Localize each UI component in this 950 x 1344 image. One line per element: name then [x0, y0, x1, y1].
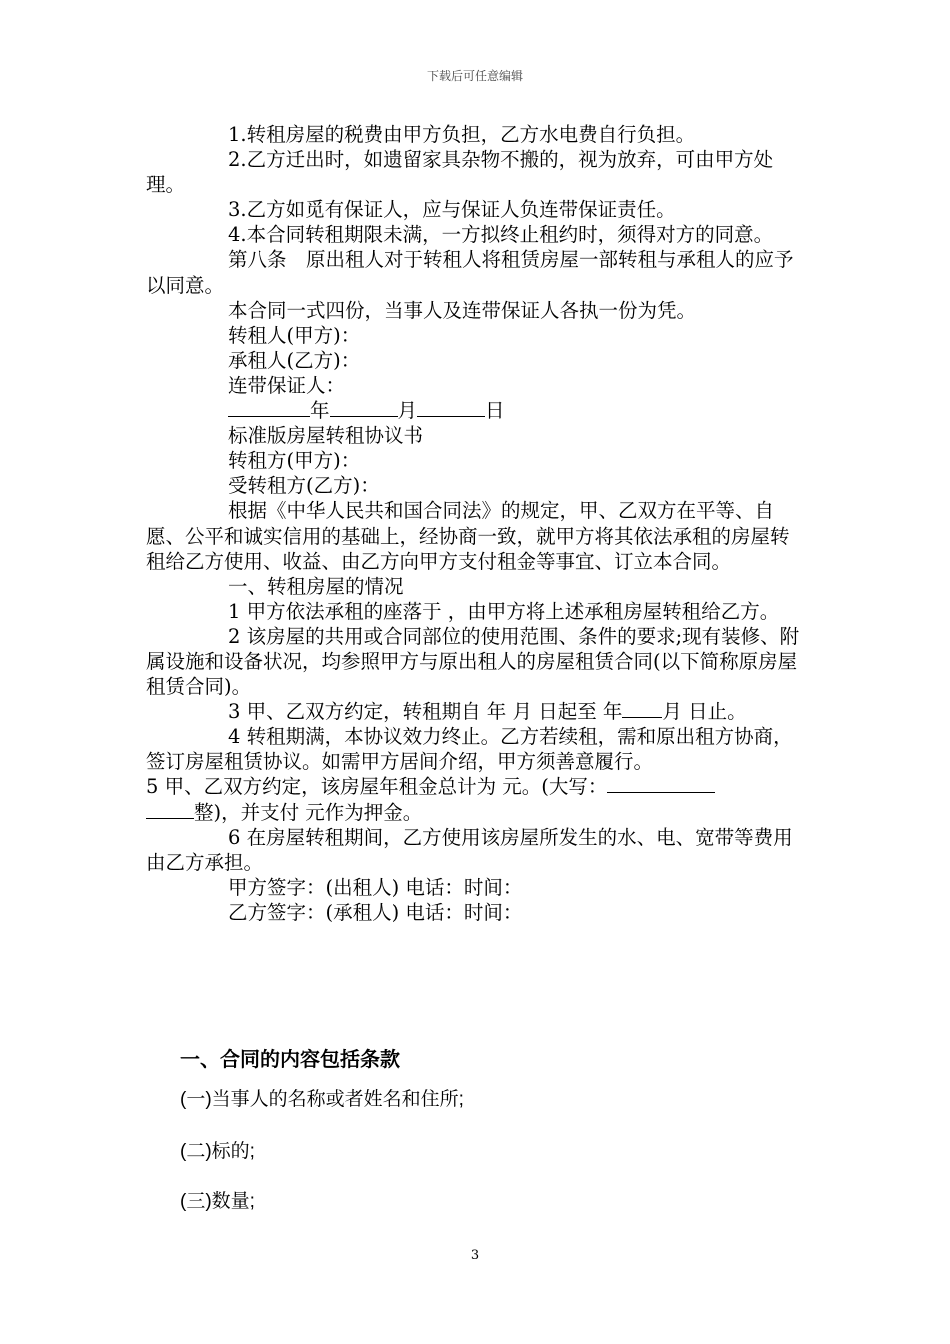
contract-item-1: (一)当事人的名称或者姓名和住所;	[180, 1089, 464, 1110]
guarantor-label: 连带保证人：	[228, 373, 346, 397]
sublessor-party-label: 转租方(甲方)：	[228, 449, 361, 473]
sublessor-label: 转租人(甲方)：	[228, 323, 361, 347]
page-number: 3	[470, 1248, 480, 1263]
sublessee-party-label: 受转租方(乙方)：	[228, 474, 380, 498]
item-2: 2 该房屋的共用或合同部位的使用范围、条件的要求;现有装修、附属设施和设备状况，均参照甲方与原出租人的房屋租赁合同(以下简称原房屋租赁合同)。	[146, 624, 800, 699]
amount-blank-2	[146, 800, 194, 819]
preamble: 根据《中华人民共和国合同法》的规定，甲、乙双方在平等、自愿、公平和诚实信用的基础上，经协商一致，就甲方将其依法承租的房屋转租给乙方使用、收益、由乙方向甲方支付租金等事宜、订立本合同。	[146, 499, 790, 573]
document-body	[146, 122, 806, 925]
contract-contents-heading: 一、合同的内容包括条款	[180, 1049, 400, 1071]
party-a-signature: 甲方签字：(出租人) 电话：时间：	[228, 875, 523, 899]
contract-item-3: (三)数量;	[180, 1191, 255, 1212]
day-blank	[417, 398, 485, 417]
item-1: 1 甲方依法承租的座落于 ，由甲方将上述承租房屋转租给乙方。	[228, 599, 780, 623]
copies-statement: 本合同一式四份，当事人及连带保证人各执一份为凭。	[228, 298, 697, 322]
clause-3: 3.乙方如觅有保证人，应与保证人负连带保证责任。	[228, 198, 676, 222]
item-6: 6 在房屋转租期间，乙方使用该房屋所发生的水、电、宽带等费用由乙方承担。	[146, 825, 793, 874]
party-b-signature: 乙方签字：(承租人) 电话：时间：	[228, 900, 523, 924]
clause-1: 1.转租房屋的税费由甲方负担，乙方水电费自行负担。	[228, 123, 696, 146]
amount-blank-1	[607, 774, 715, 793]
item-5-rent: 5 甲、乙双方约定，该房屋年租金总计为 元。(大写： 整)，并支付 元作为押金。	[146, 774, 806, 824]
item-3-term: 3 甲、乙双方约定，转租期自 年 月 日起至 年 月 日止。	[228, 700, 747, 724]
date-line: 年 月 日	[146, 398, 806, 423]
item-4: 4 转租期满，本协议效力终止。乙方若续租，需和原出租方协商，签订房屋租赁协议。如需甲方居间介绍，甲方须善意履行。	[146, 725, 793, 774]
year-blank	[228, 398, 310, 417]
page-header-note: 下载后可任意编辑	[426, 69, 523, 83]
agreement-title: 标准版房屋转租协议书	[228, 424, 424, 448]
term-blank	[622, 699, 662, 718]
clause-2: 2.乙方迁出时，如遗留家具杂物不搬的，视为放弃，可由甲方处理。	[146, 148, 774, 197]
section-heading-property: 一、转租房屋的情况	[228, 574, 404, 598]
article-8: 第八条 原出租人对于转租人将租赁房屋一部转租与承租人的应予以同意。	[146, 248, 794, 297]
contract-item-2: (二)标的;	[180, 1141, 255, 1162]
clause-4: 4.本合同转租期限未满，一方拟终止租约时，须得对方的同意。	[228, 223, 774, 247]
month-blank	[330, 398, 398, 417]
lessee-label: 承租人(乙方)：	[228, 348, 361, 372]
